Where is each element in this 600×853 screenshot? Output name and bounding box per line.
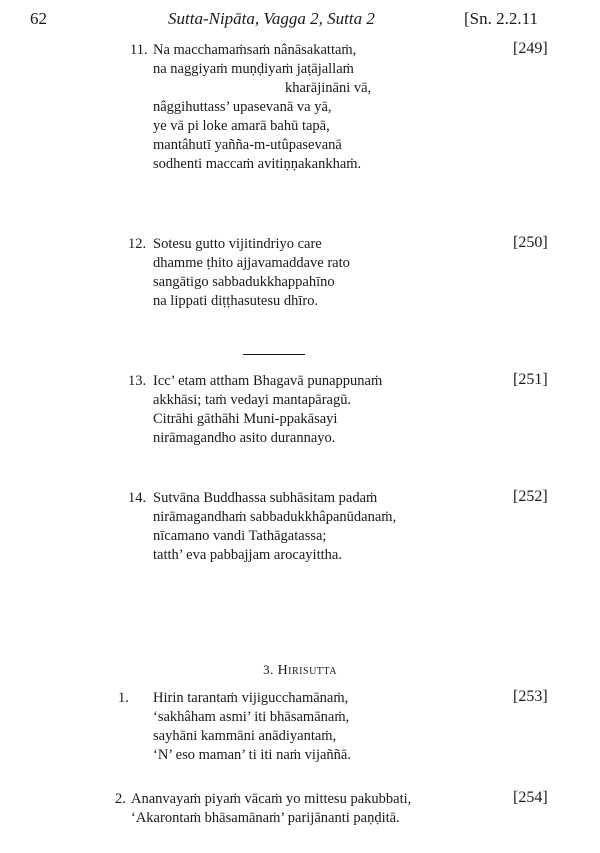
verse-line: Ananvayaṁ piyaṁ vācaṁ yo mittesu pakubbati,: [131, 791, 412, 807]
verse-line: kharājināni vā,: [285, 80, 372, 96]
verse-line: mantâhutī yañña-m-utûpasevanā: [153, 137, 342, 153]
verse-line: ‘sakhâham asmi’ iti bhāsamānaṁ,: [153, 709, 350, 725]
verse-line: nirāmagandhaṁ sabbadukkhâpanūdanaṁ,: [153, 509, 397, 525]
verse-reference: [250]: [513, 234, 548, 251]
verse-line: ‘Akarontaṁ bhāsamānaṁ’ parijānanti paṇḍitā.: [131, 810, 400, 826]
running-title: Sutta-Nipāta, Vagga 2, Sutta 2: [168, 9, 375, 28]
verse-line: sodhenti maccaṁ avitiṇṇakankhaṁ.: [153, 156, 362, 172]
verse-line: na lippati diṭṭhasutesu dhīro.: [153, 293, 319, 309]
verse-number: 14.: [128, 490, 147, 506]
section-divider: [243, 354, 305, 355]
verse-line: nīcamano vandi Tathāgatassa;: [153, 528, 327, 544]
verse-line: Sutvāna Buddhassa subhāsitam padaṁ: [153, 490, 378, 506]
running-reference: [Sn. 2.2.11: [464, 9, 538, 28]
section-number: 3.: [263, 662, 274, 677]
verse-number: 12.: [128, 236, 147, 252]
verse-line: Na macchamaṁsaṁ nânāsakattaṁ,: [153, 42, 357, 58]
verse-line: Hirin tarantaṁ vijigucchamānaṁ,: [153, 690, 349, 706]
verse-line: sangātigo sabbadukkhappahīno: [153, 274, 335, 290]
verse-line: na naggiyaṁ muṇḍiyaṁ jaṭājallaṁ: [153, 61, 354, 77]
verse-line: Citrāhi gāthāhi Muni-ppakāsayi: [153, 411, 338, 427]
verse-line: ‘N’ eso maman’ ti iti naṁ vijaññā.: [153, 747, 351, 763]
verse-line: tatth’ eva pabbajjam arocayittha.: [153, 547, 342, 563]
section-title: Hirisutta: [277, 663, 337, 678]
section-heading: [0, 662, 600, 679]
verse-number: 1.: [118, 690, 129, 706]
verse-reference: [252]: [513, 488, 548, 505]
verse-line: nirāmagandho asito durannayo.: [153, 430, 336, 446]
verse-number: 13.: [128, 373, 147, 389]
verse-line: dhamme ṭhito ajjavamaddave rato: [153, 255, 350, 271]
verse-line: ye vā pi loke amarā bahū tapā,: [153, 118, 330, 134]
verse-line: nâggihuttass’ upasevanā va yā,: [153, 99, 332, 115]
page-number: 62: [30, 9, 47, 28]
verse-reference: [249]: [513, 40, 548, 57]
verse-number: 11.: [130, 42, 148, 58]
verse-reference: [251]: [513, 371, 548, 388]
verse-line: sayhāni kammāni anādiyantaṁ,: [153, 728, 337, 744]
verse-reference: [254]: [513, 789, 548, 806]
verse-reference: [253]: [513, 688, 548, 705]
verse-line: Icc’ etam attham Bhagavā punappunaṁ: [153, 373, 383, 389]
verse-line: Sotesu gutto vijitindriyo care: [153, 236, 322, 252]
verse-line: akkhāsi; taṁ vedayi mantapāragū.: [153, 392, 352, 408]
verse-number: 2.: [115, 791, 126, 807]
